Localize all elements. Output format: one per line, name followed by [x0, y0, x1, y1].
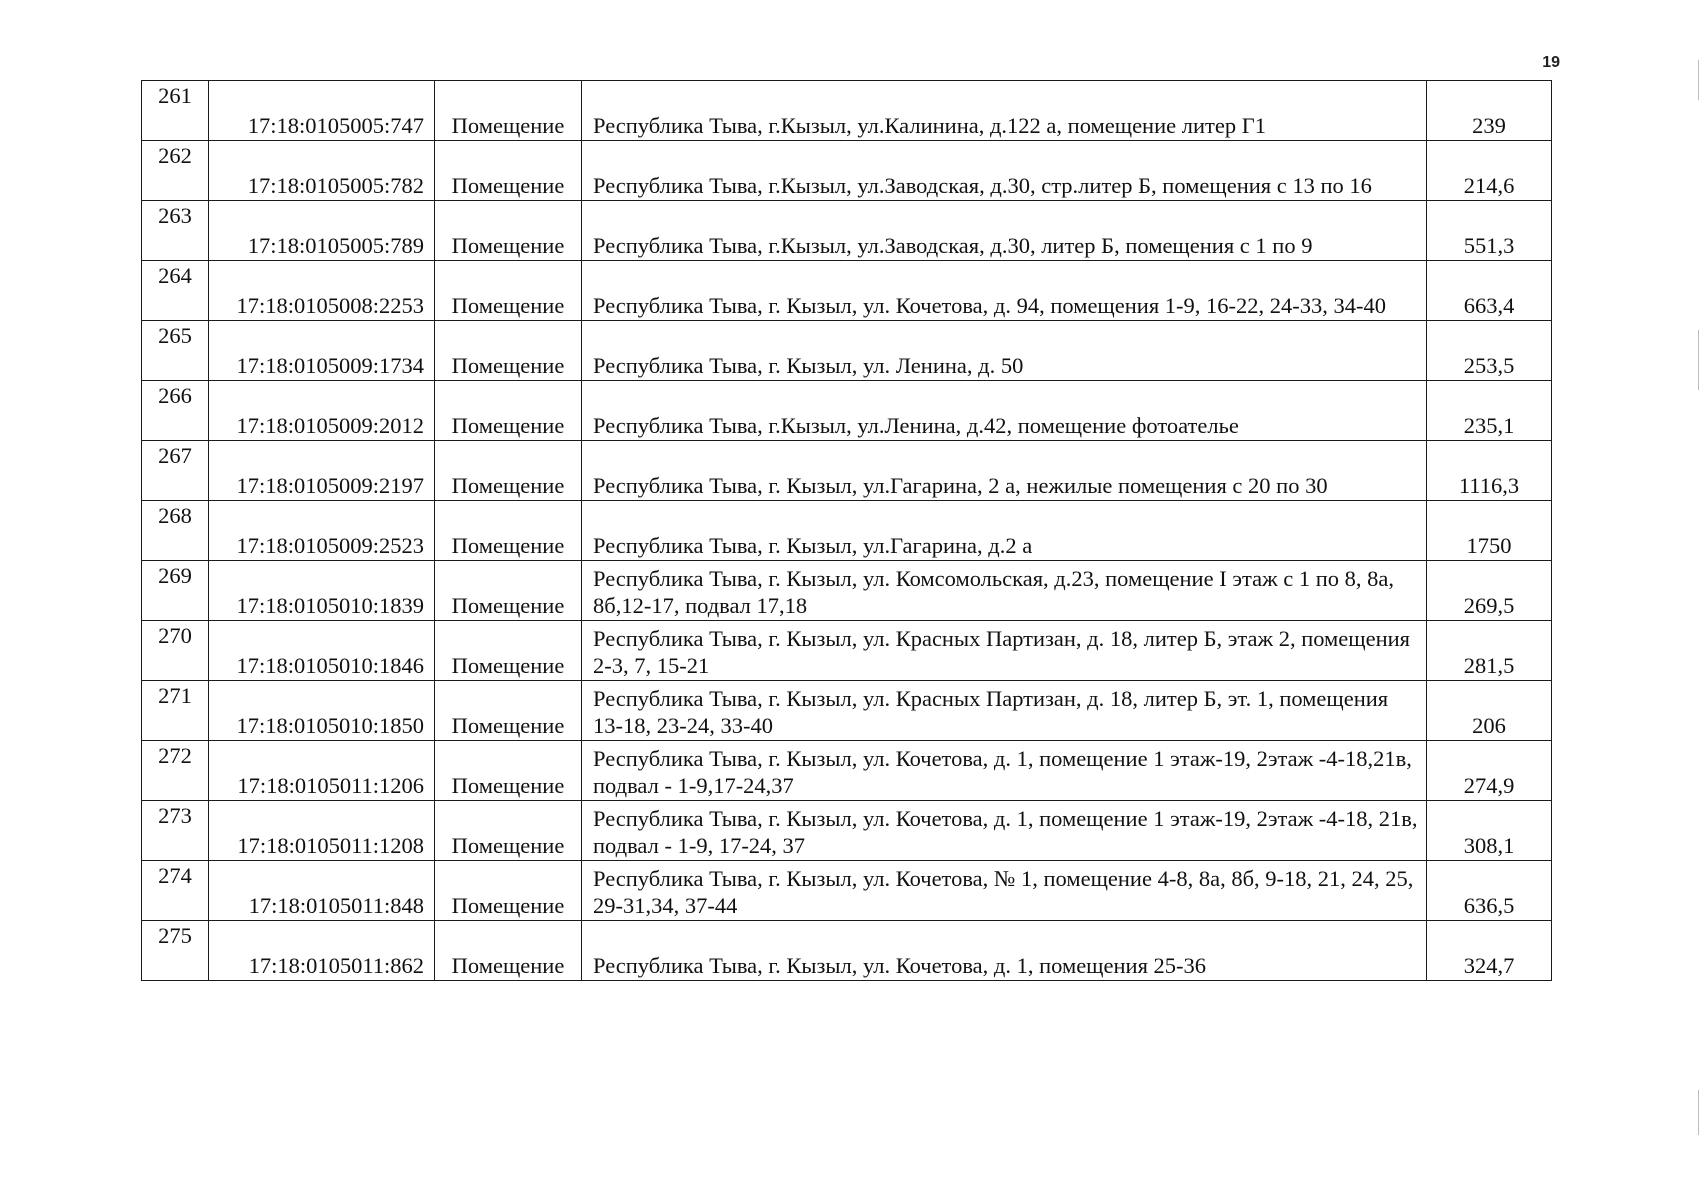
object-address: Республика Тыва, г. Кызыл, ул. Красных Партизан, д. 18, литер Б, эт. 1, помещения 13-18, 23-24, 33-40: [582, 681, 1427, 741]
table-row: [142, 681, 1552, 741]
object-address: Республика Тыва, г. Кызыл, ул. Кочетова, д. 94, помещения 1-9, 16-22, 24-33, 34-40: [582, 261, 1427, 321]
object-area: 1116,3: [1427, 441, 1552, 501]
object-type: Помещение: [435, 321, 582, 381]
table-row: [142, 801, 1552, 861]
row-number: 273: [142, 801, 209, 861]
cadastral-number: 17:18:0105005:782: [209, 141, 435, 201]
cadastral-number: 17:18:0105010:1850: [209, 681, 435, 741]
row-number: 265: [142, 321, 209, 381]
object-address: Республика Тыва, г. Кызыл, ул. Кочетова, № 1, помещение 4-8, 8а, 8б, 9-18, 21, 24, 25, 29-31,34, 37-44: [582, 861, 1427, 921]
table-row: [142, 201, 1552, 261]
object-area: 551,3: [1427, 201, 1552, 261]
cadastral-number: 17:18:0105008:2253: [209, 261, 435, 321]
object-address: Республика Тыва, г.Кызыл, ул.Заводская, д.30, стр.литер Б, помещения с 13 по 16: [582, 141, 1427, 201]
object-type: Помещение: [435, 741, 582, 801]
row-number: 263: [142, 201, 209, 261]
cadastral-number: 17:18:0105010:1839: [209, 561, 435, 621]
object-type: Помещение: [435, 921, 582, 981]
table-row: [142, 741, 1552, 801]
property-registry-table: [141, 80, 1552, 981]
row-number: 261: [142, 81, 209, 141]
cadastral-number: 17:18:0105011:848: [209, 861, 435, 921]
row-number: 275: [142, 921, 209, 981]
object-area: 239: [1427, 81, 1552, 141]
object-type: Помещение: [435, 861, 582, 921]
table-row: [142, 921, 1552, 981]
object-area: 663,4: [1427, 261, 1552, 321]
row-number: 262: [142, 141, 209, 201]
object-address: Республика Тыва, г. Кызыл, ул. Кочетова, д. 1, помещения 25-36: [582, 921, 1427, 981]
table-row: [142, 261, 1552, 321]
cadastral-number: 17:18:0105011:862: [209, 921, 435, 981]
scan-edge-mark: [1698, 1090, 1699, 1135]
cadastral-number: 17:18:0105009:1734: [209, 321, 435, 381]
object-type: Помещение: [435, 141, 582, 201]
object-area: 206: [1427, 681, 1552, 741]
object-area: 269,5: [1427, 561, 1552, 621]
table-row: [142, 141, 1552, 201]
object-type: Помещение: [435, 501, 582, 561]
row-number: 274: [142, 861, 209, 921]
object-type: Помещение: [435, 621, 582, 681]
row-number: 267: [142, 441, 209, 501]
object-type: Помещение: [435, 441, 582, 501]
object-area: 281,5: [1427, 621, 1552, 681]
object-type: Помещение: [435, 201, 582, 261]
object-type: Помещение: [435, 681, 582, 741]
object-type: Помещение: [435, 561, 582, 621]
object-area: 636,5: [1427, 861, 1552, 921]
table-row: [142, 501, 1552, 561]
cadastral-number: 17:18:0105009:2523: [209, 501, 435, 561]
object-address: Республика Тыва, г.Кызыл, ул.Заводская, д.30, литер Б, помещения с 1 по 9: [582, 201, 1427, 261]
object-area: 324,7: [1427, 921, 1552, 981]
row-number: 271: [142, 681, 209, 741]
cadastral-number: 17:18:0105005:747: [209, 81, 435, 141]
object-address: Республика Тыва, г.Кызыл, ул.Ленина, д.42, помещение фотоателье: [582, 381, 1427, 441]
object-address: Республика Тыва, г. Кызыл, ул. Комсомольская, д.23, помещение I этаж с 1 по 8, 8а, 8б,12-17, подвал 17,18: [582, 561, 1427, 621]
scan-edge-mark: [1698, 330, 1699, 390]
row-number: 272: [142, 741, 209, 801]
object-area: 253,5: [1427, 321, 1552, 381]
table-row: [142, 561, 1552, 621]
object-type: Помещение: [435, 381, 582, 441]
object-address: Республика Тыва, г. Кызыл, ул.Гагарина, д.2 а: [582, 501, 1427, 561]
cadastral-number: 17:18:0105009:2012: [209, 381, 435, 441]
cadastral-number: 17:18:0105011:1206: [209, 741, 435, 801]
row-number: 270: [142, 621, 209, 681]
cadastral-number: 17:18:0105009:2197: [209, 441, 435, 501]
object-address: Республика Тыва, г. Кызыл, ул. Кочетова, д. 1, помещение 1 этаж-19, 2этаж -4-18, 21в, подвал - 1-9, 17-24, 37: [582, 801, 1427, 861]
table-row: [142, 441, 1552, 501]
object-area: 235,1: [1427, 381, 1552, 441]
table-row: [142, 81, 1552, 141]
object-address: Республика Тыва, г. Кызыл, ул.Гагарина, 2 а, нежилые помещения с 20 по 30: [582, 441, 1427, 501]
object-area: 308,1: [1427, 801, 1552, 861]
object-address: Республика Тыва, г.Кызыл, ул.Калинина, д.122 а, помещение литер Г1: [582, 81, 1427, 141]
object-address: Республика Тыва, г. Кызыл, ул. Кочетова, д. 1, помещение 1 этаж-19, 2этаж -4-18,21в, подвал - 1-9,17-24,37: [582, 741, 1427, 801]
table-row: [142, 381, 1552, 441]
row-number: 266: [142, 381, 209, 441]
object-area: 1750: [1427, 501, 1552, 561]
scan-edge-mark: [1698, 60, 1699, 100]
table-row: [142, 621, 1552, 681]
object-type: Помещение: [435, 81, 582, 141]
row-number: 268: [142, 501, 209, 561]
row-number: 269: [142, 561, 209, 621]
page-number: 19: [1542, 54, 1560, 71]
cadastral-number: 17:18:0105005:789: [209, 201, 435, 261]
object-type: Помещение: [435, 801, 582, 861]
table-row: [142, 861, 1552, 921]
object-area: 274,9: [1427, 741, 1552, 801]
table-row: [142, 321, 1552, 381]
object-address: Республика Тыва, г. Кызыл, ул. Ленина, д. 50: [582, 321, 1427, 381]
cadastral-number: 17:18:0105010:1846: [209, 621, 435, 681]
cadastral-number: 17:18:0105011:1208: [209, 801, 435, 861]
object-type: Помещение: [435, 261, 582, 321]
row-number: 264: [142, 261, 209, 321]
object-area: 214,6: [1427, 141, 1552, 201]
table-body: [142, 81, 1552, 981]
object-address: Республика Тыва, г. Кызыл, ул. Красных Партизан, д. 18, литер Б, этаж 2, помещения 2-3, 7, 15-21: [582, 621, 1427, 681]
